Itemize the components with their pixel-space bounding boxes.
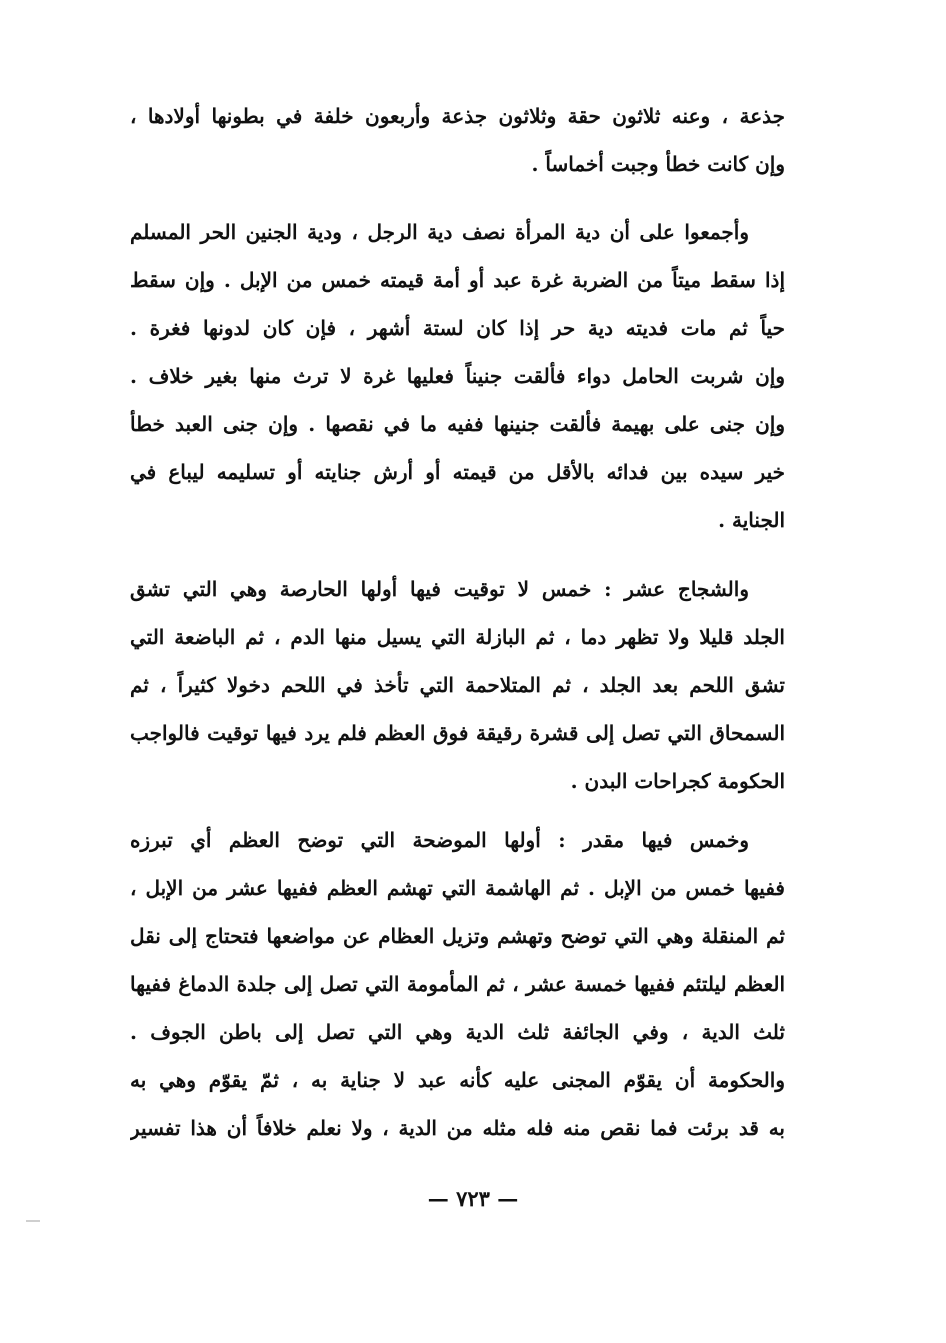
text-line: الجلد قليلا ولا تظهر دما ، ثم البازلة التي يسيل منها الدم ، ثم الباضعة التي [130, 625, 785, 649]
text-line: السمحاق التي تصل إلى قشرة رقيقة فوق العظم فلم يرد فيها توقيت فالواجب [130, 721, 785, 745]
text-line: وخمس فيها مقدر : أولها الموضحة التي توضح العظم أي تبرزه [130, 828, 749, 852]
paragraph-3 [130, 565, 785, 805]
text-line: وأجمعوا على أن دية المرأة نصف دية الرجل ، ودية الجنين الحر المسلم [130, 220, 749, 244]
paragraph-2 [130, 208, 785, 544]
text-line: الحكومة كجراحات البدن . [570, 769, 785, 793]
page-number: — ٧٢٣ — [427, 1186, 519, 1211]
text-line: ففيها خمس من الإبل . ثم الهاشمة التي تهشم العظم ففيها عشر من الإبل ، [130, 876, 785, 900]
paragraph-1 [130, 92, 785, 188]
text-line: والشجاج عشر : خمس لا توقيت فيها أولها الحارصة وهي التي تشق [130, 577, 749, 601]
text-line: إذا سقط ميتاً من الضربة غرة عبد أو أمة قيمته خمس من الإبل . وإن سقط [130, 268, 785, 292]
text-line: وإن كانت خطأ وجبت أخماساً . [531, 152, 785, 176]
text-line: تشق اللحم بعد الجلد ، ثم المتلاحمة التي تأخذ في اللحم دخولا كثيراً ، ثم [130, 673, 785, 697]
text-line: به قد برئت فما نقص منه فله مثله من الدية ، ولا نعلم خلافاً أن هذا تفسير [130, 1116, 785, 1140]
text-line: العظم ليلتئم ففيها خمسة عشر ، ثم المأمومة التي تصل إلى جلدة الدماغ ففيها [130, 972, 785, 996]
text-line: وإن شربت الحامل دواء فألقت جنيناً فعليها غرة لا ترث منها بغير خلاف . [130, 364, 785, 388]
text-line: خير سيده بين فدائه بالأقل من قيمته أو أرش جنايته أو تسليمه ليباع في [130, 460, 785, 484]
text-line: والحكومة أن يقوّم المجنى عليه كأنه عبد لا جناية به ، ثمّ يقوّم وهي به [130, 1068, 785, 1092]
text-line: جذعة ، وعنه ثلاثون حقة وثلاثون جذعة وأربعون خلفة في بطونها أولادها ، [130, 104, 785, 128]
text-line: ثم المنقلة وهي التي توضح وتهشم وتزيل العظام عن مواضعها فتحتاج إلى نقل [130, 924, 785, 948]
text-line: الجناية . [718, 508, 785, 532]
scan-artifact [26, 1220, 40, 1222]
paragraph-4 [130, 816, 785, 1152]
text-line: حياً ثم مات فديته دية حر إذا كان لستة أشهر ، فإن كان لدونها فغرة . [130, 316, 785, 340]
text-line: وإن جنى على بهيمة فألقت جنينها ففيه ما في نقصها . وإن جنى العبد خطأ [130, 412, 785, 436]
text-line: ثلث الدية ، وفي الجائفة ثلث الدية وهي التي تصل إلى باطن الجوف . [130, 1020, 785, 1044]
